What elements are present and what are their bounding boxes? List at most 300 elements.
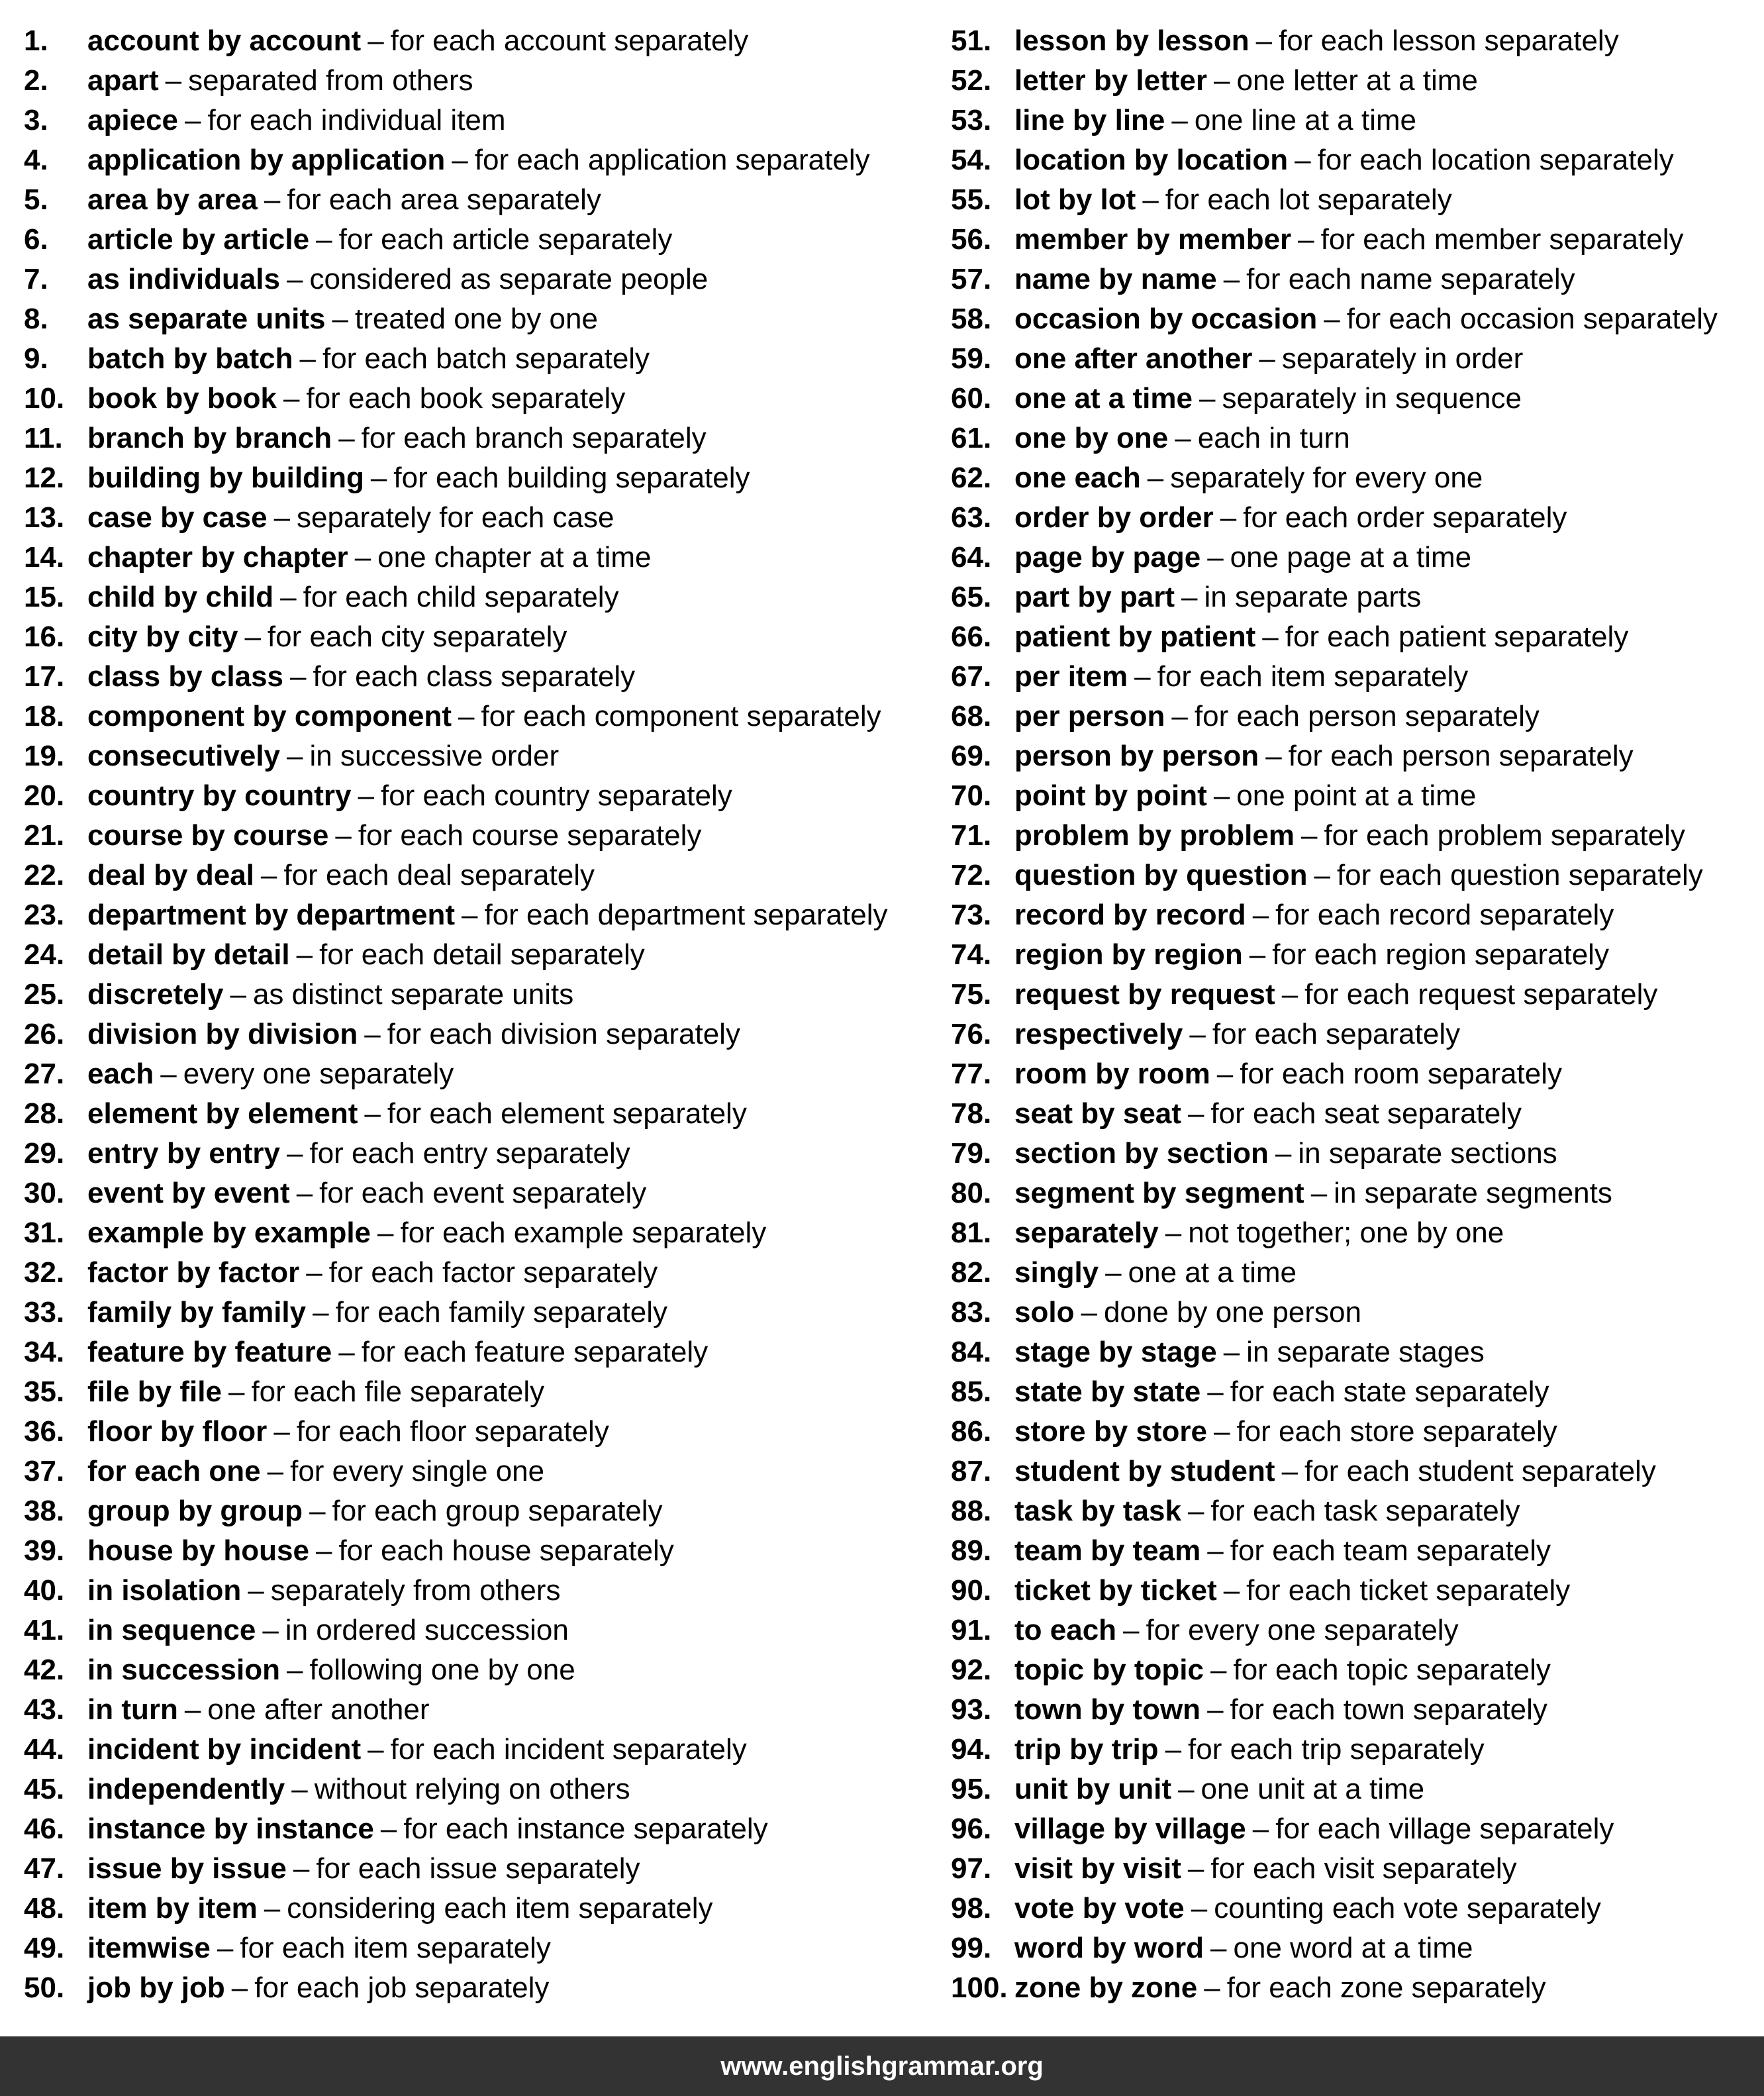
list-item: [951, 1531, 1764, 1571]
list-item: [24, 498, 924, 538]
item-separator: –: [283, 382, 300, 415]
item-number: 53.: [951, 104, 992, 136]
item-separator: –: [354, 541, 371, 574]
item-definition: for every one separately: [1146, 1614, 1459, 1646]
item-term: per person: [1014, 700, 1165, 732]
item-term: zone by zone: [1014, 1971, 1198, 2004]
item-separator: –: [264, 183, 281, 216]
item-term: to each: [1014, 1614, 1117, 1646]
item-term: singly: [1014, 1256, 1099, 1289]
item-separator: –: [380, 1813, 397, 1845]
list-item: [24, 1571, 924, 1611]
item-separator: –: [1142, 183, 1159, 216]
item-separator: –: [1213, 1415, 1230, 1448]
list-item: [24, 1611, 924, 1650]
item-separator: –: [230, 978, 246, 1011]
item-definition: treated one by one: [354, 303, 598, 335]
item-number: 69.: [951, 740, 992, 772]
item-number: 6.: [24, 223, 48, 256]
item-separator: –: [1199, 382, 1216, 415]
item-number: 28.: [24, 1097, 65, 1130]
item-term: line by line: [1014, 104, 1165, 136]
item-number: 33.: [24, 1296, 65, 1328]
item-number: 93.: [951, 1693, 992, 1726]
list-item: [24, 220, 924, 260]
item-separator: –: [1255, 25, 1273, 57]
item-definition: one line at a time: [1194, 104, 1416, 136]
item-definition: for each class separately: [313, 660, 636, 693]
item-definition: for each course separately: [358, 819, 702, 852]
item-term: record by record: [1014, 899, 1246, 931]
item-separator: –: [286, 263, 303, 295]
item-separator: –: [313, 1296, 329, 1328]
item-definition: one point at a time: [1236, 779, 1477, 812]
item-term: lot by lot: [1014, 183, 1136, 216]
list-item: [24, 1928, 924, 1968]
list-item: [951, 1372, 1764, 1412]
item-term: request by request: [1014, 978, 1275, 1011]
item-term: respectively: [1014, 1018, 1183, 1050]
item-definition: one after another: [207, 1693, 430, 1726]
list-item: [24, 379, 924, 419]
item-definition: for each event separately: [319, 1177, 647, 1209]
item-term: one by one: [1014, 422, 1169, 454]
item-definition: separately for every one: [1170, 462, 1483, 494]
list-item: [951, 1491, 1764, 1531]
list-item: [24, 776, 924, 816]
list-item: [24, 736, 924, 776]
item-number: 86.: [951, 1415, 992, 1448]
item-term: part by part: [1014, 581, 1175, 613]
item-definition: every one separately: [183, 1058, 454, 1090]
item-term: point by point: [1014, 779, 1207, 812]
item-definition: for each deal separately: [283, 859, 595, 891]
item-number: 11.: [24, 422, 63, 454]
item-separator: –: [358, 779, 374, 812]
list-item: [24, 1293, 924, 1332]
item-term: visit by visit: [1014, 1852, 1181, 1885]
item-term: detail by detail: [87, 938, 290, 971]
item-term: chapter by chapter: [87, 541, 348, 574]
list-item: [24, 1690, 924, 1730]
item-number: 44.: [24, 1733, 65, 1766]
item-definition: for each book separately: [306, 382, 626, 415]
item-term: in isolation: [87, 1574, 242, 1607]
item-term: incident by incident: [87, 1733, 362, 1766]
item-definition: considering each item separately: [287, 1892, 713, 1924]
item-number: 65.: [951, 581, 992, 613]
item-separator: –: [1178, 1773, 1195, 1805]
item-definition: for each component separately: [481, 700, 881, 732]
item-term: seat by seat: [1014, 1097, 1181, 1130]
item-number: 92.: [951, 1654, 992, 1686]
item-term: each: [87, 1058, 154, 1090]
item-number: 73.: [951, 899, 992, 931]
item-separator: –: [1223, 1336, 1240, 1368]
list-item: [951, 1770, 1764, 1809]
item-separator: –: [1187, 1097, 1204, 1130]
item-separator: –: [1259, 342, 1275, 375]
item-number: 87.: [951, 1455, 992, 1487]
list-item: [951, 458, 1764, 498]
item-separator: –: [231, 1971, 248, 2004]
list-item: [24, 1531, 924, 1571]
item-definition: one at a time: [1128, 1256, 1297, 1289]
item-number: 62.: [951, 462, 992, 494]
item-number: 82.: [951, 1256, 992, 1289]
item-term: group by group: [87, 1495, 303, 1527]
item-definition: for each branch separately: [361, 422, 707, 454]
item-definition: for each person separately: [1288, 740, 1634, 772]
item-definition: for each instance separately: [403, 1813, 768, 1845]
item-number: 55.: [951, 183, 992, 216]
list-item: [951, 260, 1764, 299]
list-item: [951, 1332, 1764, 1372]
list-item: [24, 1770, 924, 1809]
list-item: [951, 1134, 1764, 1173]
left-column: [24, 21, 924, 2004]
item-separator: –: [1165, 1733, 1182, 1766]
item-separator: –: [1134, 660, 1151, 693]
item-definition: for each trip separately: [1188, 1733, 1485, 1766]
item-definition: one chapter at a time: [377, 541, 652, 574]
item-term: solo: [1014, 1296, 1075, 1328]
item-number: 35.: [24, 1375, 65, 1408]
list-item: [951, 1690, 1764, 1730]
item-number: 89.: [951, 1534, 992, 1567]
item-term: item by item: [87, 1892, 258, 1924]
list-item: [951, 816, 1764, 856]
list-item: [24, 1015, 924, 1054]
item-definition: considered as separate people: [309, 263, 709, 295]
list-item: [951, 1809, 1764, 1849]
list-item: [951, 736, 1764, 776]
item-separator: –: [293, 1852, 310, 1885]
list-item: [951, 1571, 1764, 1611]
item-definition: for each group separately: [332, 1495, 663, 1527]
item-term: in sequence: [87, 1614, 256, 1646]
item-separator: –: [452, 144, 468, 176]
list-item: [24, 21, 924, 61]
list-item: [24, 697, 924, 736]
item-separator: –: [1220, 501, 1237, 534]
item-term: feature by feature: [87, 1336, 332, 1368]
item-separator: –: [1210, 1654, 1227, 1686]
item-definition: for each village separately: [1275, 1813, 1614, 1845]
item-number: 71.: [951, 819, 992, 852]
item-number: 36.: [24, 1415, 65, 1448]
item-separator: –: [1213, 64, 1230, 97]
item-term: per item: [1014, 660, 1128, 693]
item-number: 38.: [24, 1495, 65, 1527]
item-separator: –: [338, 1336, 355, 1368]
list-item: [951, 1293, 1764, 1332]
item-term: patient by patient: [1014, 621, 1256, 653]
item-definition: in ordered succession: [285, 1614, 569, 1646]
list-item: [24, 1889, 924, 1928]
item-definition: for each task separately: [1210, 1495, 1520, 1527]
item-term: one after another: [1014, 342, 1253, 375]
item-number: 47.: [24, 1852, 65, 1885]
item-separator: –: [377, 1217, 394, 1249]
item-definition: for each visit separately: [1210, 1852, 1517, 1885]
item-separator: –: [1081, 1296, 1097, 1328]
item-separator: –: [364, 1018, 381, 1050]
item-term: case by case: [87, 501, 268, 534]
item-separator: –: [1223, 263, 1240, 295]
item-term: job by job: [87, 1971, 225, 2004]
item-number: 4.: [24, 144, 48, 176]
item-number: 80.: [951, 1177, 992, 1209]
list-item: [951, 21, 1764, 61]
item-number: 96.: [951, 1813, 992, 1845]
item-separator: –: [315, 1534, 332, 1567]
list-item: [24, 299, 924, 339]
item-definition: for each building separately: [393, 462, 750, 494]
item-number: 50.: [24, 1971, 65, 2004]
list-item: [951, 935, 1764, 975]
item-definition: for each lesson separately: [1279, 25, 1619, 57]
item-definition: for each seat separately: [1210, 1097, 1522, 1130]
item-number: 13.: [24, 501, 65, 534]
item-definition: for each child separately: [303, 581, 619, 613]
item-term: segment by segment: [1014, 1177, 1304, 1209]
list-item: [951, 379, 1764, 419]
item-number: 54.: [951, 144, 992, 176]
item-separator: –: [1252, 899, 1269, 931]
list-item: [951, 697, 1764, 736]
item-term: letter by letter: [1014, 64, 1207, 97]
item-separator: –: [291, 1773, 308, 1805]
item-definition: for each state separately: [1230, 1375, 1549, 1408]
item-separator: –: [267, 1455, 284, 1487]
list-item: [951, 498, 1764, 538]
item-definition: for each detail separately: [319, 938, 645, 971]
item-definition: for each file separately: [251, 1375, 545, 1408]
item-separator: –: [1223, 1574, 1240, 1607]
item-definition: without relying on others: [314, 1773, 630, 1805]
item-separator: –: [299, 342, 316, 375]
item-term: ticket by ticket: [1014, 1574, 1217, 1607]
item-number: 59.: [951, 342, 992, 375]
item-definition: for each issue separately: [316, 1852, 640, 1885]
list-item: [24, 1968, 924, 2008]
item-separator: –: [1181, 581, 1198, 613]
item-term: file by file: [87, 1375, 222, 1408]
item-separator: –: [1204, 1971, 1220, 2004]
list-item: [24, 975, 924, 1015]
item-definition: for each patient separately: [1285, 621, 1629, 653]
item-definition: separately in sequence: [1222, 382, 1522, 415]
item-number: 26.: [24, 1018, 65, 1050]
item-separator: –: [368, 25, 384, 57]
item-definition: for each job separately: [254, 1971, 550, 2004]
item-number: 18.: [24, 700, 65, 732]
item-separator: –: [368, 1733, 384, 1766]
item-definition: done by one person: [1103, 1296, 1361, 1328]
item-definition: for each factor separately: [328, 1256, 658, 1289]
item-definition: in separate sections: [1298, 1137, 1557, 1170]
list-item: [24, 1253, 924, 1293]
item-number: 34.: [24, 1336, 65, 1368]
item-separator: –: [1295, 144, 1311, 176]
item-term: deal by deal: [87, 859, 254, 891]
item-term: word by word: [1014, 1932, 1204, 1964]
item-term: problem by problem: [1014, 819, 1295, 852]
item-number: 21.: [24, 819, 65, 852]
item-number: 90.: [951, 1574, 992, 1607]
item-number: 43.: [24, 1693, 65, 1726]
item-number: 42.: [24, 1654, 65, 1686]
item-term: component by component: [87, 700, 452, 732]
item-separator: –: [290, 660, 307, 693]
list-item: [951, 419, 1764, 458]
item-number: 100.: [951, 1971, 1008, 2004]
item-definition: for each location separately: [1317, 144, 1674, 176]
item-definition: for each country separately: [380, 779, 732, 812]
item-definition: for each article separately: [338, 223, 673, 256]
item-definition: counting each vote separately: [1214, 1892, 1601, 1924]
item-number: 79.: [951, 1137, 992, 1170]
item-separator: –: [184, 104, 201, 136]
list-item: [951, 61, 1764, 101]
item-number: 24.: [24, 938, 65, 971]
item-definition: separately for each case: [297, 501, 614, 534]
item-definition: for each item separately: [240, 1932, 551, 1964]
item-separator: –: [1265, 740, 1282, 772]
item-number: 45.: [24, 1773, 65, 1805]
item-term: independently: [87, 1773, 285, 1805]
list-item: [951, 1412, 1764, 1452]
item-term: state by state: [1014, 1375, 1201, 1408]
item-number: 94.: [951, 1733, 992, 1766]
item-number: 84.: [951, 1336, 992, 1368]
item-separator: –: [1123, 1614, 1140, 1646]
item-term: one at a time: [1014, 382, 1193, 415]
item-definition: for each problem separately: [1324, 819, 1685, 852]
item-term: unit by unit: [1014, 1773, 1172, 1805]
item-separator: –: [335, 819, 352, 852]
item-number: 39.: [24, 1534, 65, 1567]
item-term: order by order: [1014, 501, 1214, 534]
item-number: 12.: [24, 462, 65, 494]
item-number: 99.: [951, 1932, 992, 1964]
list-item: [24, 1491, 924, 1531]
item-number: 98.: [951, 1892, 992, 1924]
item-definition: separately in order: [1281, 342, 1524, 375]
item-definition: for each name separately: [1246, 263, 1575, 295]
item-number: 70.: [951, 779, 992, 812]
list-item: [24, 657, 924, 697]
item-number: 85.: [951, 1375, 992, 1408]
item-term: page by page: [1014, 541, 1201, 574]
item-definition: for each occasion separately: [1346, 303, 1718, 335]
item-term: one each: [1014, 462, 1141, 494]
list-item: [24, 577, 924, 617]
item-term: apiece: [87, 104, 178, 136]
list-item: [951, 577, 1764, 617]
item-separator: –: [1262, 621, 1279, 653]
item-number: 7.: [24, 263, 48, 295]
list-item: [24, 895, 924, 935]
list-item: [24, 1730, 924, 1770]
item-separator: –: [1175, 422, 1191, 454]
item-number: 91.: [951, 1614, 992, 1646]
item-definition: separately from others: [270, 1574, 561, 1607]
item-separator: –: [458, 700, 475, 732]
item-term: as individuals: [87, 263, 280, 295]
list-item: [24, 1372, 924, 1412]
item-number: 61.: [951, 422, 992, 454]
item-term: room by room: [1014, 1058, 1210, 1090]
item-definition: one word at a time: [1233, 1932, 1473, 1964]
item-separator: –: [248, 1574, 264, 1607]
item-definition: for each element separately: [387, 1097, 747, 1130]
item-term: building by building: [87, 462, 364, 494]
item-separator: –: [1300, 819, 1318, 852]
item-term: event by event: [87, 1177, 290, 1209]
item-number: 30.: [24, 1177, 65, 1209]
item-term: stage by stage: [1014, 1336, 1217, 1368]
item-separator: –: [1207, 1534, 1224, 1567]
item-number: 83.: [951, 1296, 992, 1328]
item-separator: –: [332, 303, 348, 335]
item-definition: for each batch separately: [322, 342, 650, 375]
list-item: [24, 339, 924, 379]
item-term: article by article: [87, 223, 310, 256]
list-item: [24, 140, 924, 180]
list-item: [951, 1889, 1764, 1928]
item-number: 20.: [24, 779, 65, 812]
list-item: [24, 1134, 924, 1173]
item-definition: separated from others: [188, 64, 473, 97]
item-separator: –: [338, 422, 355, 454]
item-term: entry by entry: [87, 1137, 280, 1170]
list-item: [24, 61, 924, 101]
footer-banner: [0, 2036, 1764, 2096]
item-definition: each in turn: [1197, 422, 1350, 454]
item-separator: –: [228, 1375, 245, 1408]
list-item: [951, 538, 1764, 577]
item-term: batch by batch: [87, 342, 293, 375]
item-separator: –: [1249, 938, 1266, 971]
item-separator: –: [1147, 462, 1164, 494]
item-number: 41.: [24, 1614, 65, 1646]
item-separator: –: [287, 740, 303, 772]
item-number: 14.: [24, 541, 65, 574]
item-separator: –: [1275, 1137, 1292, 1170]
list-item: [951, 1849, 1764, 1889]
list-item: [24, 1213, 924, 1253]
item-separator: –: [273, 501, 291, 534]
item-number: 63.: [951, 501, 992, 534]
item-separator: –: [1207, 541, 1224, 574]
item-number: 40.: [24, 1574, 65, 1607]
list-item: [951, 1094, 1764, 1134]
list-item: [24, 260, 924, 299]
list-item: [951, 1650, 1764, 1690]
item-separator: –: [1213, 779, 1230, 812]
item-separator: –: [1281, 1455, 1298, 1487]
item-number: 5.: [24, 183, 48, 216]
item-term: family by family: [87, 1296, 307, 1328]
item-separator: –: [1171, 104, 1188, 136]
item-definition: for each feature separately: [361, 1336, 709, 1368]
item-term: itemwise: [87, 1932, 211, 1964]
word-list: [0, 21, 1764, 2004]
list-item: [951, 895, 1764, 935]
item-separator: –: [264, 1892, 281, 1924]
